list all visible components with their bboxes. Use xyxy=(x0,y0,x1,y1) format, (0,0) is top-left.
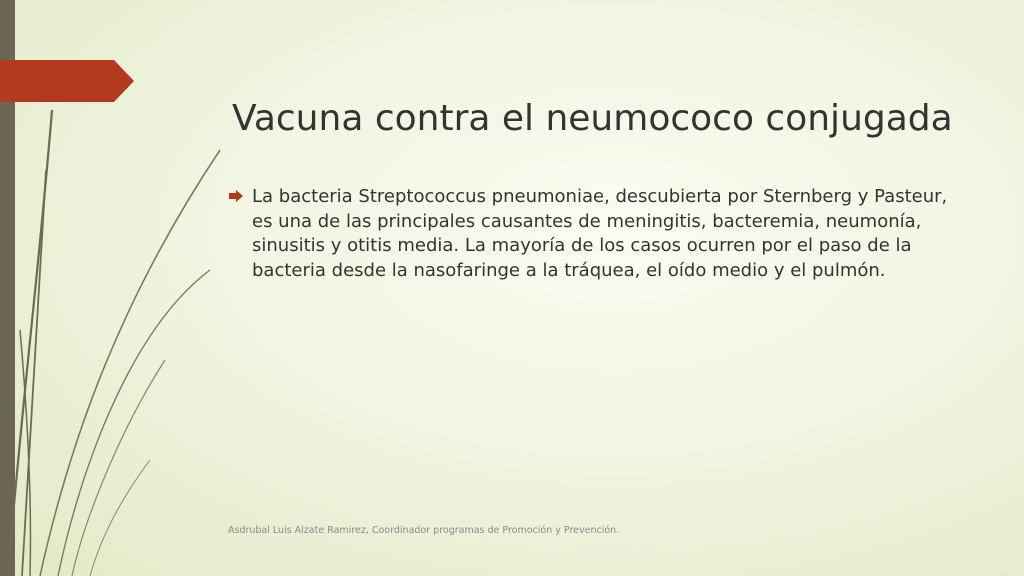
bullet-item xyxy=(228,185,958,283)
accent-tab xyxy=(0,60,134,102)
bullet-text: La bacteria Streptococcus pneumoniae, descubierta por Sternberg y Pasteur, es una de las principales causantes de meningitis, bacteremia, neumonía, sinusitis y otitis media. La mayoría de los casos ocurren por el paso de la bacteria desde la nasofaringe a la tráquea, el oído medio y el pulmón. xyxy=(252,186,948,281)
slide-title: Vacuna contra el neumococo conjugada xyxy=(232,98,953,139)
arrow-bullet-icon xyxy=(228,188,252,283)
slide-footer: Asdrubal Luis Alzate Ramirez, Coordinador programas de Promoción y Prevención. xyxy=(228,525,620,536)
